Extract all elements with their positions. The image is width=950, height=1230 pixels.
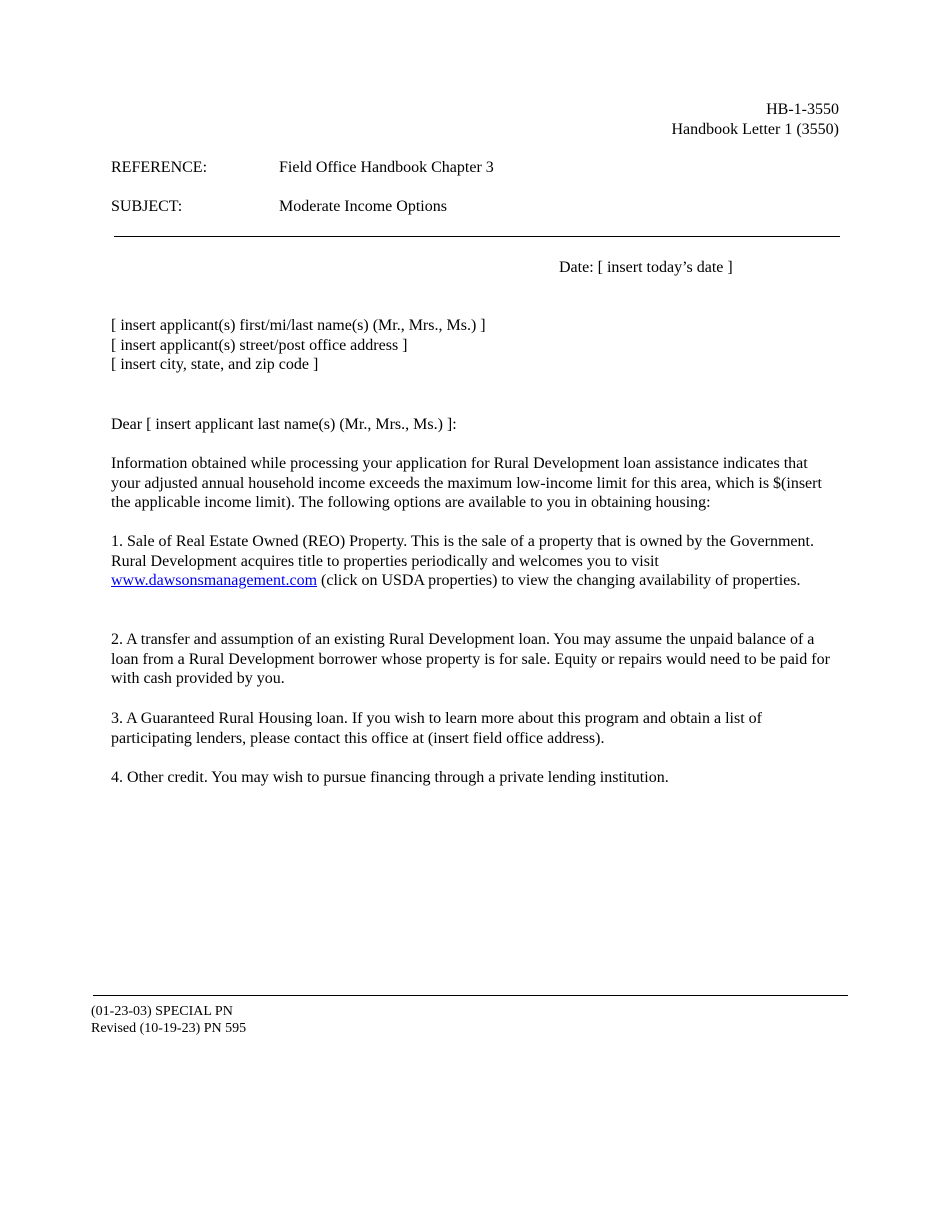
reference-label: REFERENCE: <box>111 159 208 176</box>
option-3-text: 3. A Guaranteed Rural Housing loan. If you wish to learn more about this program and obtain a list of participating lenders, please contact this office at (insert field office address). <box>111 710 762 747</box>
header-divider <box>114 236 840 237</box>
subject-row <box>111 197 447 217</box>
address-block <box>111 316 486 375</box>
footer-revised-line: Revised (10-19-23) PN 595 <box>91 1021 247 1036</box>
footer-divider <box>93 995 848 996</box>
date-line: Date: [ insert today’s date ] <box>559 259 733 276</box>
address-name-line: [ insert applicant(s) first/mi/last name(s) (Mr., Mrs., Ms.) ] <box>111 317 486 334</box>
option-2-text: 2. A transfer and assumption of an existing Rural Development loan. You may assume the unpaid balance of a loan from a Rural Development borrower whose property is for sale. Equity or repairs would need to be paid for with cash provided by you. <box>111 631 830 688</box>
footer <box>91 1003 246 1037</box>
document-header <box>671 100 839 140</box>
reference-row <box>111 158 494 178</box>
subject-label: SUBJECT: <box>111 198 183 215</box>
handbook-letter: Handbook Letter 1 (3550) <box>671 121 839 138</box>
address-city-line: [ insert city, state, and zip code ] <box>111 356 319 374</box>
reference-value: Field Office Handbook Chapter 3 <box>279 159 494 176</box>
subject-value: Moderate Income Options <box>279 198 447 215</box>
document-id: HB-1-3550 <box>766 101 839 118</box>
footer-issue-line: (01-23-03) SPECIAL PN <box>91 1004 233 1019</box>
address-street-line: [ insert applicant(s) street/post office address ] <box>111 336 408 354</box>
option-4-paragraph <box>111 768 839 788</box>
dawsons-management-link[interactable]: www.dawsonsmanagement.com <box>111 572 318 590</box>
option-2-paragraph <box>111 630 839 689</box>
intro-text: Information obtained while processing your application for Rural Development loan assistance indicates that your adjusted annual household income exceeds the maximum low-income limit for this area, which is $(insert the applicable income limit). The following options are available to you in obtaining housing: <box>111 455 822 512</box>
option-3-paragraph <box>111 709 839 748</box>
option-4-text: 4. Other credit. You may wish to pursue financing through a private lending institution. <box>111 769 669 786</box>
option-1-text-after-link: (click on USDA properties) to view the changing availability of properties. <box>317 572 801 590</box>
intro-paragraph <box>111 454 839 513</box>
option-1-paragraph <box>111 532 839 591</box>
salutation: Dear [ insert applicant last name(s) (Mr., Mrs., Ms.) ]: <box>111 416 457 433</box>
option-1-text: 1. Sale of Real Estate Owned (REO) Property. This is the sale of a property that is owned by the Government. Rural Development acquires title to properties periodically and welcomes you to visit <box>111 533 814 570</box>
